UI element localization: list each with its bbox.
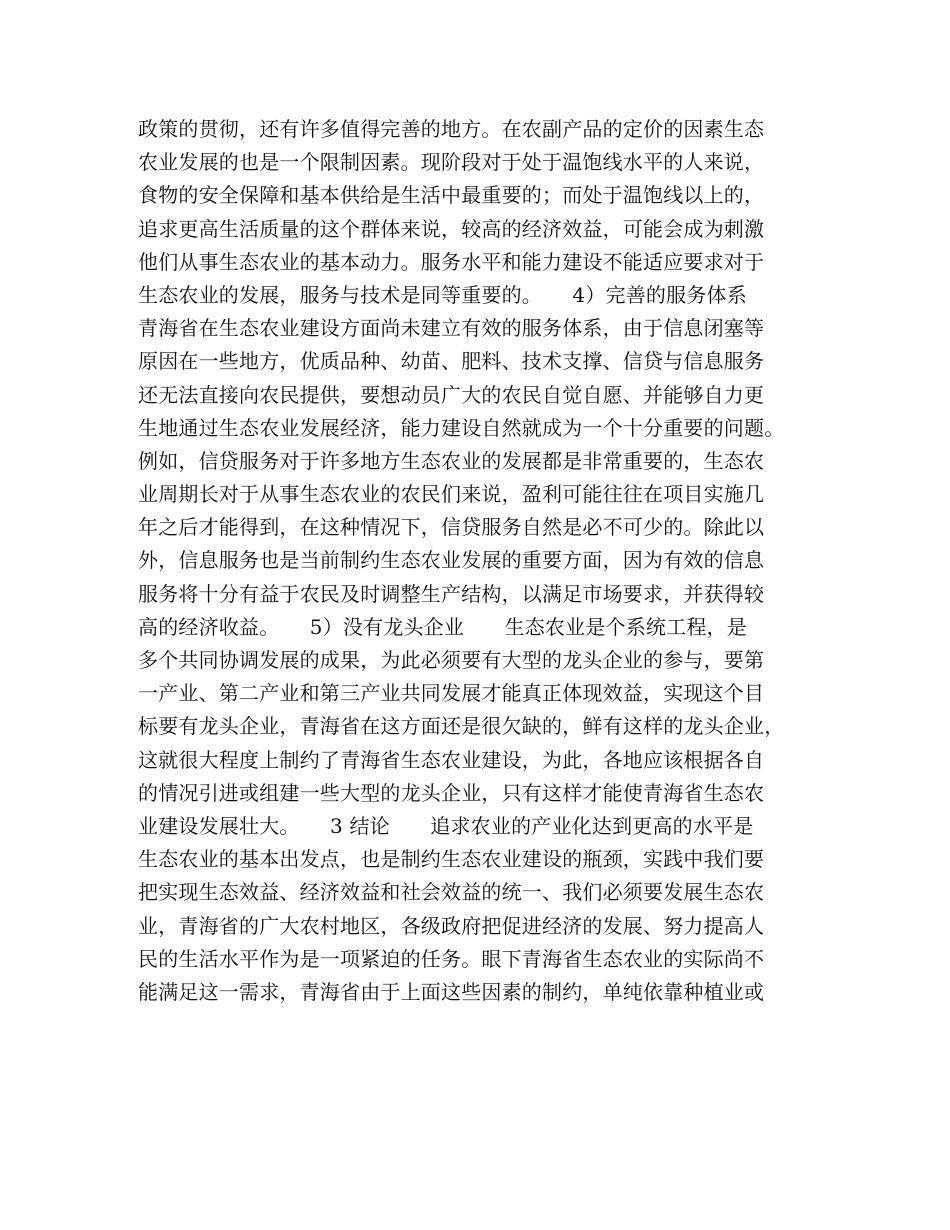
text-line: 把实现生态效益、经济效益和社会效益的统一、我们必须要发展生态农 (138, 880, 765, 905)
text-line: 年之后才能得到，在这种情况下，信贷服务自然是必不可少的。除此以 (138, 515, 765, 540)
text-line: 业，青海省的广大农村地区，各级政府把促进经济的发展、努力提高人 (138, 913, 765, 938)
text-line: 高的经济收益。 5）没有龙头企业 生态农业是个系统工程，是 (138, 614, 747, 639)
text-line: 外，信息服务也是当前制约生态农业发展的重要方面，因为有效的信息 (138, 548, 765, 573)
text-line: 食物的安全保障和基本供给是生活中最重要的；而处于温饱线以上的， (138, 183, 765, 208)
text-line: 他们从事生态农业的基本动力。服务水平和能力建设不能适应要求对于 (138, 249, 765, 274)
text-line: 业建设发展壮大。 3 结论 追求农业的产业化达到更高的水平是 (138, 813, 754, 838)
text-line: 政策的贯彻，还有许多值得完善的地方。在农副产品的定价的因素生态 (138, 117, 765, 141)
text-line: 还无法直接向农民提供，要想动员广大的农民自觉自愿、并能够自力更 (138, 382, 765, 407)
text-line: 多个共同协调发展的成果，为此必须要有大型的龙头企业的参与，要第 (138, 648, 765, 672)
text-line: 青海省在生态农业建设方面尚未建立有效的服务体系，由于信息闭塞等 (138, 316, 765, 341)
text-line: 追求更高生活质量的这个群体来说，较高的经济效益，可能会成为刺激 (138, 216, 765, 241)
text-line: 生态农业的发展，服务与技术是同等重要的。 4）完善的服务体系 (138, 282, 747, 307)
body-text (138, 113, 828, 1009)
text-line: 标要有龙头企业，青海省在这方面还是很欠缺的，鲜有这样的龙头企业， (138, 714, 785, 739)
text-line: 生地通过生态农业发展经济，能力建设自然就成为一个十分重要的问题。 (138, 415, 785, 440)
text-line: 一产业、第二产业和第三产业共同发展才能真正体现效益，实现这个目 (138, 681, 765, 706)
text-line: 生态农业的基本出发点，也是制约生态农业建设的瓶颈，实践中我们要 (138, 847, 765, 872)
text-line: 服务将十分有益于农民及时调整生产结构，以满足市场要求，并获得较 (138, 581, 765, 606)
text-line: 能满足这一需求，青海省由于上面这些因素的制约，单纯依靠种植业或 (138, 979, 765, 1004)
text-line: 业周期长对于从事生态农业的农民们来说，盈利可能往往在项目实施几 (138, 482, 765, 507)
text-line: 原因在一些地方，优质品种、幼苗、肥料、技术支撑、信贷与信息服务 (138, 349, 765, 374)
text-line: 例如，信贷服务对于许多地方生态农业的发展都是非常重要的，生态农 (138, 448, 765, 473)
text-line: 民的生活水平作为是一项紧迫的任务。眼下青海省生态农业的实际尚不 (138, 946, 765, 971)
text-line: 这就很大程度上制约了青海省生态农业建设，为此，各地应该根据各自 (138, 747, 765, 772)
text-line: 的情况引进或组建一些大型的龙头企业，只有这样才能使青海省生态农 (138, 780, 765, 805)
text-line: 农业发展的也是一个限制因素。现阶段对于处于温饱线水平的人来说， (138, 150, 765, 175)
